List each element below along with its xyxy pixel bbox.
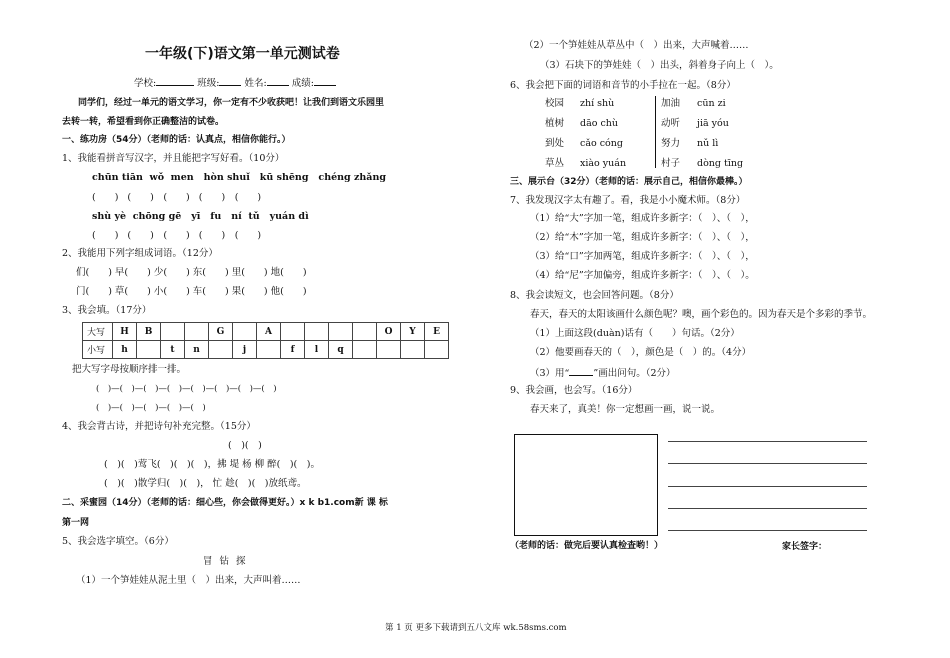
uppercase-cell[interactable]: [305, 323, 329, 341]
q7-item-4[interactable]: （4）给“尼”字加偏旁，组成许多新字：（ ）、（ ）。: [530, 270, 755, 281]
name-field[interactable]: [267, 76, 289, 86]
q1-title: 1、我能看拼音写汉字，并且能把字写好看。（10分）: [62, 153, 285, 164]
lowercase-cell[interactable]: [353, 341, 377, 359]
q6-pinyin-left[interactable]: cǎo cóng: [580, 138, 623, 149]
lowercase-cell[interactable]: [425, 341, 449, 359]
q6-pinyin-right[interactable]: nǔ lì: [697, 138, 719, 149]
q6-word-right[interactable]: 努力: [661, 138, 681, 149]
q7-title: 7、我发现汉字太有趣了。看，我是小小魔术师。（8分）: [510, 195, 746, 206]
page-title: 一年级(下)语文第一单元测试卷: [145, 46, 340, 62]
q7-item-3[interactable]: （3）给“口”字加两笔，组成许多新字：（ ）、（ ），: [530, 251, 755, 262]
q9-title: 9、我会画，也会写。（16分）: [510, 385, 638, 396]
part1-heading: 一、练功房（54分）（老师的话：认真点，相信你能行。）: [62, 135, 291, 145]
q1-pinyin-row-1: chūn tiān wǒ men hòn shuǐ kū shēng chéng zhǎng: [92, 172, 387, 183]
writing-line-1[interactable]: [668, 441, 867, 442]
q7-item-2[interactable]: （2）给“木”字加一笔，组成许多新字：（ ）、（ ），: [530, 232, 755, 243]
q1-answer-row-2[interactable]: ( ) ( ) ( ) ( ) ( ): [92, 230, 262, 241]
uppercase-cell: E: [425, 323, 449, 341]
q2-title: 2、我能用下列字组成词语。（12分）: [62, 248, 218, 259]
poem-line-2[interactable]: ( )( )散学归( )( )， 忙 趁( )( )放纸鸢。: [104, 478, 307, 489]
lowercase-cell[interactable]: [137, 341, 161, 359]
q8-answer-3[interactable]: （3）用“ ”画出问句。（2分）: [530, 368, 676, 379]
q2-row-1[interactable]: 们( ) 早( ) 少( ) 东( ) 里( ) 地( ): [76, 267, 307, 278]
q6-pinyin-left[interactable]: xiào yuán: [580, 158, 627, 169]
uppercase-cell: O: [377, 323, 401, 341]
uppercase-label: 大写: [83, 323, 113, 341]
lowercase-cell[interactable]: [377, 341, 401, 359]
student-info-line: [134, 76, 336, 90]
underline-sample: [569, 366, 593, 376]
q5-sentence-3[interactable]: （3）石块下的笋娃娃（ ）出头，斜着身子向上（ ）。: [540, 60, 779, 71]
q6-word-right[interactable]: 加油: [661, 98, 681, 109]
lowercase-label: 小写: [83, 341, 113, 359]
drawing-box[interactable]: [514, 434, 658, 536]
lowercase-cell: l: [305, 341, 329, 359]
intro-line-1: 同学们，经过一单元的语文学习，你一定有不少收获吧！让我们到语文乐园里: [78, 98, 385, 108]
uppercase-cell: A: [257, 323, 281, 341]
lowercase-cell: j: [233, 341, 257, 359]
school-label: 学校:: [134, 78, 157, 89]
writing-line-3[interactable]: [668, 486, 867, 487]
q6-word-right[interactable]: 村子: [661, 158, 681, 169]
q6-pinyin-right[interactable]: cūn zi: [697, 98, 726, 109]
lowercase-cell: q: [329, 341, 353, 359]
q4-title: 4、我会背古诗，并把诗句补充完整。（15分）: [62, 421, 256, 432]
uppercase-cell[interactable]: [185, 323, 209, 341]
q6-word-left[interactable]: 校园: [545, 98, 565, 109]
q3-title: 3、我会填。（17分）: [62, 305, 152, 316]
part2-heading-line-2: 第一网: [62, 518, 90, 528]
q6-pinyin-left[interactable]: dāo chù: [580, 118, 619, 129]
uppercase-row: [83, 323, 449, 341]
lowercase-cell[interactable]: [401, 341, 425, 359]
q8-passage: 春天，春天的太阳该画什么颜色呢？噢，画个彩色的。因为春天是个多彩的季节。: [530, 309, 873, 320]
class-label: 班级:: [197, 78, 220, 89]
lowercase-cell[interactable]: [257, 341, 281, 359]
q5-choices: 冒 钻 探: [203, 556, 248, 567]
writing-line-2[interactable]: [668, 463, 867, 464]
q1-answer-row-1[interactable]: ( ) ( ) ( ) ( ) ( ): [92, 192, 262, 203]
q8-answer-1[interactable]: （1）上面这段(duàn)话有（ ）句话。（2分）: [530, 328, 740, 339]
teacher-note: （老师的话：做完后要认真检查哟！）: [510, 541, 664, 551]
q9-prompt: 春天来了，真美！你一定想画一画，说一说。: [530, 404, 721, 415]
lowercase-cell[interactable]: [209, 341, 233, 359]
writing-line-4[interactable]: [668, 508, 867, 509]
writing-line-5[interactable]: [668, 530, 867, 531]
q2-row-2[interactable]: 门( ) 草( ) 小( ) 车( ) 果( ) 他( ): [76, 286, 307, 297]
poem-title-blanks[interactable]: ( )( ): [228, 440, 262, 451]
q8-title: 8、我会读短文，也会回答问题。（8分）: [510, 290, 679, 301]
letter-table: [82, 322, 449, 359]
uppercase-cell[interactable]: [281, 323, 305, 341]
score-field[interactable]: [314, 76, 336, 86]
uppercase-cell: Y: [401, 323, 425, 341]
name-label: 姓名:: [244, 78, 267, 89]
q5-sentence-1[interactable]: （1）一个笋娃娃从泥土里（ ）出来，大声叫着……: [76, 575, 301, 586]
uppercase-cell[interactable]: [329, 323, 353, 341]
q8-answer-2[interactable]: （2）他要画春天的（ ），颜色是（ ）的。（4分）: [530, 347, 752, 358]
lowercase-cell: f: [281, 341, 305, 359]
q5-sentence-2[interactable]: （2）一个笋娃娃从草丛中（ ）出来，大声喊着……: [524, 40, 749, 51]
uppercase-cell[interactable]: [161, 323, 185, 341]
q6-word-left[interactable]: 到处: [545, 138, 565, 149]
q5-title: 5、我会选字填空。（6分）: [62, 536, 174, 547]
class-field[interactable]: [219, 76, 241, 86]
page-footer: 第 1 页 更多下载请到五八文库 wk.58sms.com: [385, 623, 567, 633]
q6-pinyin-right[interactable]: jiā yóu: [697, 118, 729, 129]
q6-title: 6、我会把下面的词语和音节的小手拉在一起。（8分）: [510, 80, 736, 91]
part3-heading: 三、展示台（32分）（老师的话：展示自己，相信你最棒。）: [510, 177, 748, 187]
uppercase-cell[interactable]: [233, 323, 257, 341]
uppercase-cell[interactable]: [353, 323, 377, 341]
q3-sort-row-1[interactable]: ( )—( )—( )—( )—( )—( )—( )—( ): [96, 384, 277, 394]
q6-word-left[interactable]: 草丛: [545, 158, 565, 169]
lowercase-cell: t: [161, 341, 185, 359]
q6-word-left[interactable]: 植树: [545, 118, 565, 129]
q6-word-right[interactable]: 动听: [661, 118, 681, 129]
poem-line-1[interactable]: ( )( )莺飞( )( )( )，拂 堤 杨 柳 醉( )( )。: [104, 459, 320, 470]
uppercase-cell: H: [113, 323, 137, 341]
q6-pinyin-right[interactable]: dòng tīng: [697, 158, 744, 169]
score-label: 成绩:: [291, 78, 314, 89]
lowercase-row: [83, 341, 449, 359]
lowercase-cell: n: [185, 341, 209, 359]
q3-sort-instruction: 把大写字母按顺序排一排。: [72, 364, 187, 375]
intro-line-2: 去转一转，希望看到你正确整洁的试卷。: [62, 117, 225, 127]
q6-divider: [655, 96, 656, 168]
q6-pinyin-left[interactable]: zhí shù: [580, 98, 615, 109]
parent-signature-label[interactable]: 家长签字：: [782, 542, 828, 552]
school-field[interactable]: [156, 76, 194, 86]
uppercase-cell: G: [209, 323, 233, 341]
uppercase-cell: B: [137, 323, 161, 341]
part2-heading: 二、采蜜园（14分）（老师的话：细心些，你会做得更好。）x k b1.com新 课 标: [62, 498, 388, 508]
q7-item-1[interactable]: （1）给“大”字加一笔，组成许多新字：（ ）、（ ），: [530, 213, 755, 224]
q1-pinyin-row-2: shù yè chōng gē yī fu ní tǔ yuán dì: [92, 211, 309, 222]
lowercase-cell: h: [113, 341, 137, 359]
q3-sort-row-2[interactable]: ( )—( )—( )—( )—( ): [96, 403, 206, 413]
